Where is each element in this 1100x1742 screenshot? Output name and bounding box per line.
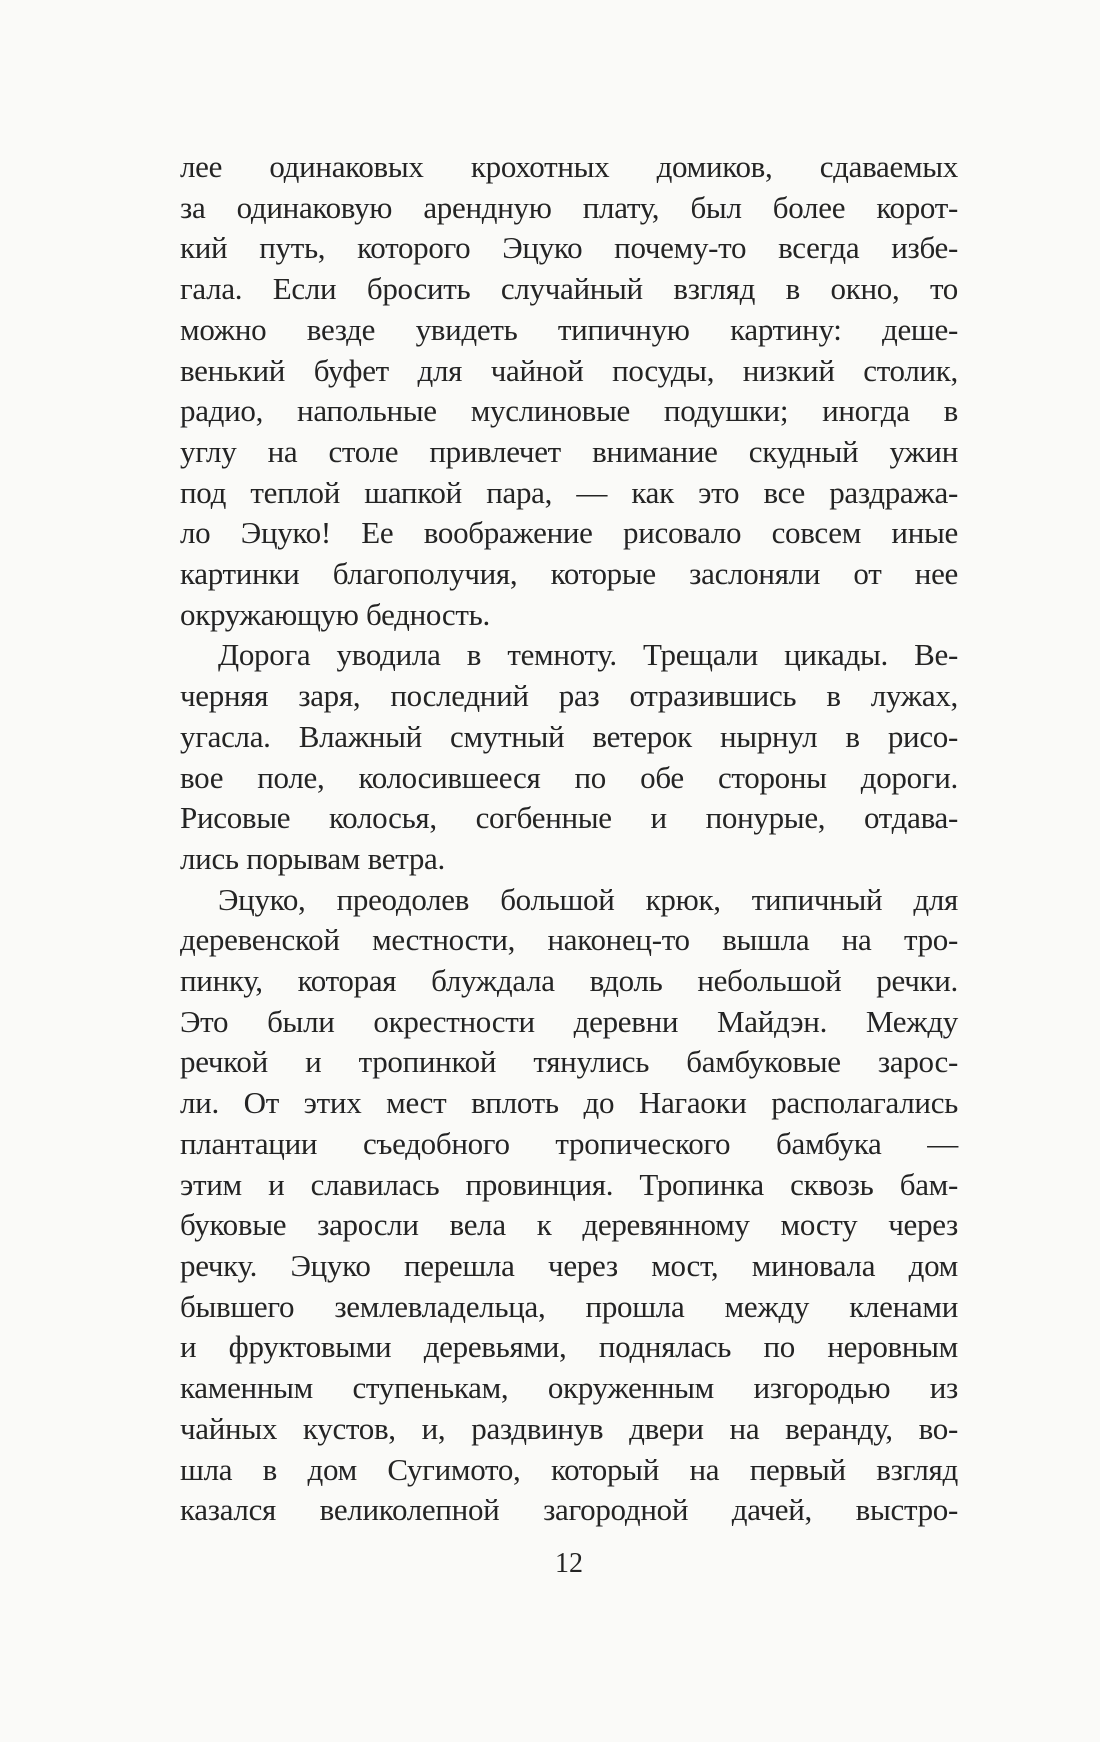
text-line: Рисовые колосья, согбенные и понурые, отдава- (180, 800, 958, 836)
text-line: буковые заросли вела к деревянному мосту через (180, 1207, 958, 1243)
text-line: венький буфет для чайной посуды, низкий столик, (180, 352, 958, 388)
text-line: каменным ступенькам, окруженным изгородью из (180, 1370, 958, 1406)
text-line: картинки благополучия, которые заслоняли от нее (180, 556, 958, 592)
page-number: 12 (555, 1548, 583, 1579)
text-line: чайных кустов, и, раздвинув двери на веранду, во- (180, 1410, 958, 1446)
text-line: деревенской местности, наконец-то вышла на тро- (180, 922, 958, 958)
text-line: лее одинаковых крохотных домиков, сдаваемых (180, 149, 958, 184)
text-line: плантации съедобного тропического бамбука — (180, 1125, 958, 1161)
text-line: вое поле, колосившееся по обе стороны дороги. (180, 759, 958, 795)
text-line: черняя заря, последний раз отразившись в лужах, (180, 678, 958, 714)
text-line: бывшего землевладельца, прошла между кленами (180, 1288, 958, 1324)
text-line: кий путь, которого Эцуко почему-то всегда избе- (180, 230, 958, 266)
text-line: окружающую бедность. (180, 596, 490, 632)
text-line: Эцуко, преодолев большой крюк, типичный для (218, 881, 958, 917)
text-line: Дорога уводила в темноту. Трещали цикады. Ве- (218, 637, 958, 673)
text-line: Это были окрестности деревни Майдэн. Между (180, 1003, 958, 1039)
text-line: гала. Если бросить случайный взгляд в окно, то (180, 271, 958, 307)
text-line: и фруктовыми деревьями, поднялась по неровным (180, 1329, 958, 1365)
text-line: пинку, которая блуждала вдоль небольшой речки. (180, 963, 958, 999)
text-line: можно везде увидеть типичную картину: деше- (180, 311, 958, 347)
page-text (180, 147, 958, 1531)
text-line: казался великолепной загородной дачей, выстро- (180, 1492, 958, 1528)
text-line: углу на столе привлечет внимание скудный ужин (180, 433, 958, 469)
text-line: радио, напольные муслиновые подушки; иногда в (180, 393, 958, 429)
text-line: за одинаковую арендную плату, был более корот- (180, 189, 958, 225)
text-line: угасла. Влажный смутный ветерок нырнул в рисо- (180, 718, 958, 754)
paragraph (180, 147, 958, 635)
text-line: шла в дом Сугимото, который на первый взгляд (180, 1451, 958, 1487)
text-line: этим и славилась провинция. Тропинка сквозь бам- (180, 1166, 958, 1202)
text-line: под теплой шапкой пара, — как это все раздража- (180, 474, 958, 510)
paragraph (180, 635, 958, 879)
text-line: ло Эцуко! Ее воображение рисовало совсем иные (180, 515, 958, 551)
text-line: лись порывам ветра. (180, 840, 445, 876)
text-line: речкой и тропинкой тянулись бамбуковые зарос- (180, 1044, 958, 1080)
text-line: речку. Эцуко перешла через мост, миновала дом (180, 1247, 958, 1283)
text-line: ли. От этих мест вплоть до Нагаоки располагались (180, 1085, 958, 1121)
paragraph (180, 880, 958, 1531)
